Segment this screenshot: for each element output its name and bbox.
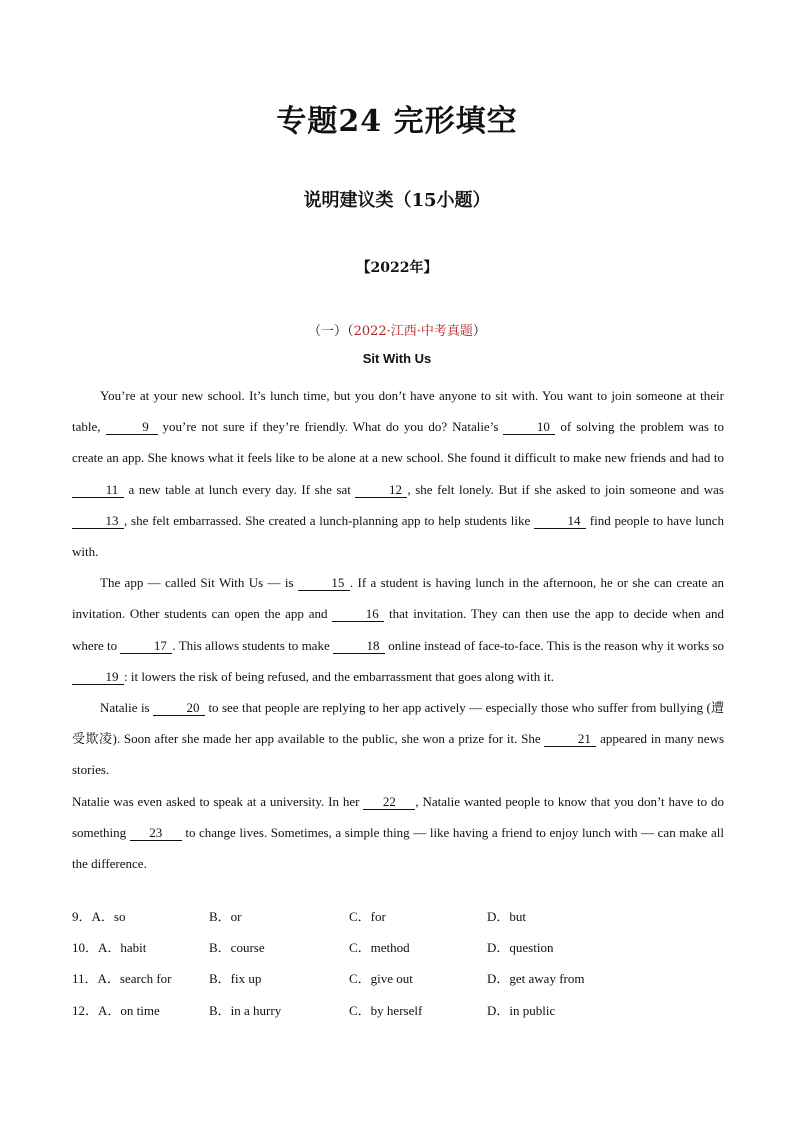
option-d: D．in public: [487, 1002, 556, 1018]
answer-options: [72, 906, 724, 1031]
paragraph-text: of solving the problem was to create an app. She knows what it feels like to be alone at a new school. She found it difficult to make new friends and had to: [72, 419, 725, 466]
section-subtitle: 说明建议类（15小题）: [303, 190, 491, 211]
paragraph-text: The app — called Sit With Us — is: [100, 575, 294, 591]
paragraph-text: . If a student is having lunch in the afternoon, he or she can create an invitation. Other students can open the app and: [72, 575, 725, 622]
passage-body: [72, 380, 724, 879]
blank-10: 10: [503, 420, 555, 435]
blank-23: 23: [130, 826, 182, 841]
paragraph-text: a new table at lunch every day. If she sat: [128, 481, 351, 497]
option-a: 9．A．so: [72, 909, 126, 924]
paragraph-text: You’re at your new school. It’s lunch time, but you don’t have anyone to sit with. You want to join someone at their table,: [72, 388, 724, 435]
blank-16: 16: [332, 607, 384, 622]
paragraph-text: Natalie is: [100, 700, 150, 716]
option-c: C．method: [349, 940, 410, 956]
blank-9: 9: [106, 420, 158, 435]
option-b: B．in a hurry: [209, 1002, 282, 1018]
option-a: 10．A．habit: [72, 940, 147, 956]
page-title: 专题24 完形填空: [276, 104, 518, 139]
paragraph-text: , she felt embarrassed. She created a lunch-planning app to help students like: [124, 512, 531, 528]
question-row: [72, 906, 724, 937]
paragraph-text: to change lives. Sometimes, a simple thing — like having a friend to enjoy lunch with — can make all the difference.: [72, 824, 724, 872]
paragraph-text: : it lowers the risk of being refused, and the embarrassment that goes along with it.: [124, 668, 554, 684]
passage-title: Sit With Us: [362, 351, 432, 366]
blank-13: 13: [72, 514, 124, 529]
paragraph-text: . This allows students to make: [172, 637, 330, 653]
blank-17: 17: [120, 639, 172, 654]
blank-20: 20: [153, 701, 205, 716]
option-b: B．or: [209, 909, 242, 924]
blank-22: 22: [363, 795, 415, 810]
question-row: [72, 1000, 724, 1031]
option-b: B．course: [209, 940, 265, 956]
year-heading: 【2022年】: [356, 260, 438, 276]
paragraph-text: to see that people are replying to her app actively — especially those who suffer from bullying (遭受欺凌). Soon after she made her app available to the public, she won a prize for it. She: [72, 700, 724, 747]
paragraph-text: you’re not sure if they’re friendly. What do you do? Natalie’s: [162, 419, 499, 435]
option-b: B．fix up: [209, 971, 262, 987]
paragraph-text: , she felt lonely. But if she asked to join someone and was: [407, 481, 724, 497]
paragraph-text: find people to have lunch with.: [72, 512, 725, 560]
paragraph-text: that invitation. They can then use the app to decide when and where to: [72, 606, 724, 653]
option-c: C．give out: [349, 971, 413, 987]
paragraph-1: [72, 380, 724, 567]
paragraph-text: , Natalie wanted people to know that you don’t have to do something: [72, 793, 724, 840]
blank-18: 18: [333, 639, 385, 654]
paragraph-2: [72, 567, 724, 692]
paragraph-4: [72, 786, 724, 880]
blank-19: 19: [72, 670, 124, 685]
option-d: D．question: [487, 940, 554, 956]
option-a: 11．A．search for: [72, 971, 172, 987]
paragraph-text: online instead of face-to-face. This is the reason why it works so: [388, 637, 725, 653]
blank-15: 15: [298, 576, 350, 591]
option-d: D．get away from: [487, 971, 585, 987]
paragraph-text: Natalie was even asked to speak at a university. In her: [72, 793, 360, 809]
source-line: [0, 320, 794, 339]
question-row: [72, 937, 724, 968]
source-prefix: （一）（: [308, 324, 354, 339]
question-row: [72, 968, 724, 999]
paragraph-3: [72, 692, 724, 786]
option-c: C．by herself: [349, 1002, 423, 1018]
blank-12: 12: [355, 483, 407, 498]
blank-11: 11: [72, 483, 124, 498]
option-d: D．but: [487, 909, 527, 924]
source-suffix: ）: [472, 324, 486, 339]
option-c: C．for: [349, 909, 386, 924]
blank-21: 21: [544, 732, 596, 747]
source-exam-name: 2022·江西·中考真题: [353, 324, 473, 339]
paragraph-text: appeared in many news stories.: [72, 731, 725, 778]
blank-14: 14: [534, 514, 586, 529]
option-a: 12．A．on time: [72, 1002, 160, 1018]
